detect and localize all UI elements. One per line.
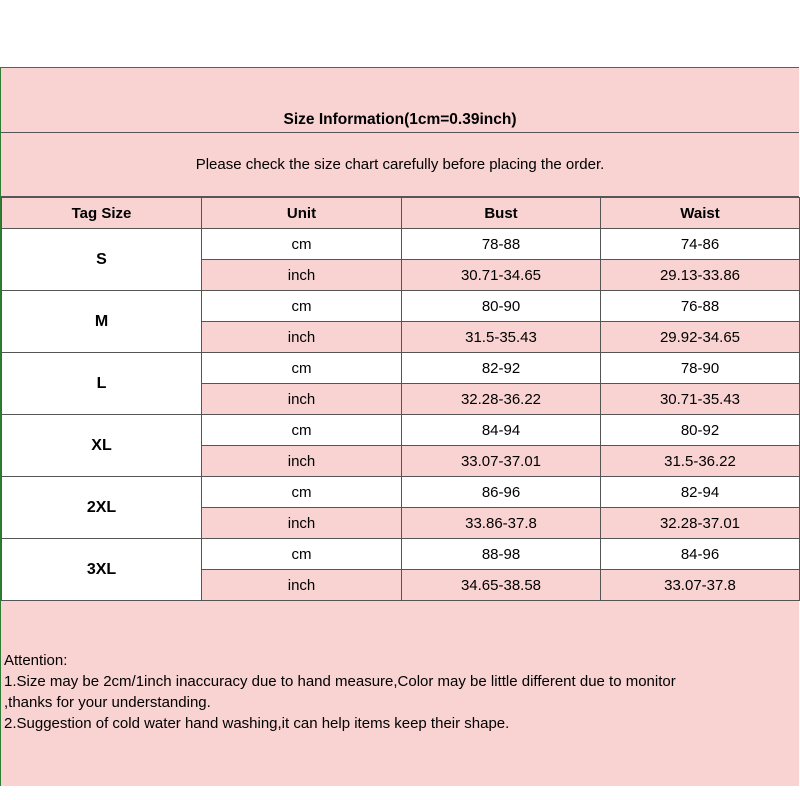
table-row <box>2 539 800 570</box>
table-row <box>2 353 800 384</box>
waist-cell: 31.5-36.22 <box>601 446 800 477</box>
bust-cell: 86-96 <box>402 477 601 508</box>
size-table-body <box>2 229 800 601</box>
header-waist: Waist <box>601 198 800 229</box>
unit-cell: inch <box>202 508 402 539</box>
notes-heading: Attention: <box>4 652 68 669</box>
header-row <box>2 198 800 229</box>
notes-line-1: 1.Size may be 2cm/1inch inaccuracy due to hand measure,Color may be little different due to monitor <box>4 673 676 690</box>
bust-cell: 31.5-35.43 <box>402 322 601 353</box>
attention-notes <box>4 650 794 734</box>
header-unit: Unit <box>202 198 402 229</box>
unit-cell: cm <box>202 477 402 508</box>
size-chart-sheet <box>0 67 799 786</box>
waist-cell: 29.13-33.86 <box>601 260 800 291</box>
header-tag-size: Tag Size <box>2 198 202 229</box>
waist-cell: 33.07-37.8 <box>601 570 800 601</box>
tag-size-cell: M <box>2 291 202 353</box>
unit-cell: cm <box>202 415 402 446</box>
bust-cell: 88-98 <box>402 539 601 570</box>
unit-cell: inch <box>202 446 402 477</box>
size-table <box>1 197 800 601</box>
unit-cell: inch <box>202 570 402 601</box>
unit-cell: cm <box>202 229 402 260</box>
waist-cell: 78-90 <box>601 353 800 384</box>
table-row <box>2 291 800 322</box>
unit-cell: inch <box>202 322 402 353</box>
bust-cell: 30.71-34.65 <box>402 260 601 291</box>
unit-cell: cm <box>202 539 402 570</box>
subtitle-band <box>1 133 799 197</box>
waist-cell: 82-94 <box>601 477 800 508</box>
unit-cell: cm <box>202 353 402 384</box>
tag-size-cell: 2XL <box>2 477 202 539</box>
bust-cell: 82-92 <box>402 353 601 384</box>
bust-cell: 33.86-37.8 <box>402 508 601 539</box>
bust-cell: 33.07-37.01 <box>402 446 601 477</box>
header-bust: Bust <box>402 198 601 229</box>
bust-cell: 32.28-36.22 <box>402 384 601 415</box>
unit-cell: inch <box>202 260 402 291</box>
chart-title: Size Information(1cm=0.39inch) <box>283 111 517 128</box>
bust-cell: 78-88 <box>402 229 601 260</box>
waist-cell: 30.71-35.43 <box>601 384 800 415</box>
table-row <box>2 229 800 260</box>
waist-cell: 29.92-34.65 <box>601 322 800 353</box>
tag-size-cell: XL <box>2 415 202 477</box>
waist-cell: 84-96 <box>601 539 800 570</box>
title-band <box>1 68 799 133</box>
unit-cell: cm <box>202 291 402 322</box>
waist-cell: 80-92 <box>601 415 800 446</box>
tag-size-cell: S <box>2 229 202 291</box>
tag-size-cell: 3XL <box>2 539 202 601</box>
bust-cell: 84-94 <box>402 415 601 446</box>
table-row <box>2 415 800 446</box>
notes-line-3: 2.Suggestion of cold water hand washing,it can help items keep their shape. <box>4 715 510 732</box>
notes-line-2: ,thanks for your understanding. <box>4 694 211 711</box>
tag-size-cell: L <box>2 353 202 415</box>
waist-cell: 76-88 <box>601 291 800 322</box>
bust-cell: 34.65-38.58 <box>402 570 601 601</box>
waist-cell: 74-86 <box>601 229 800 260</box>
bust-cell: 80-90 <box>402 291 601 322</box>
chart-subtitle: Please check the size chart carefully before placing the order. <box>195 156 605 173</box>
unit-cell: inch <box>202 384 402 415</box>
waist-cell: 32.28-37.01 <box>601 508 800 539</box>
table-row <box>2 477 800 508</box>
